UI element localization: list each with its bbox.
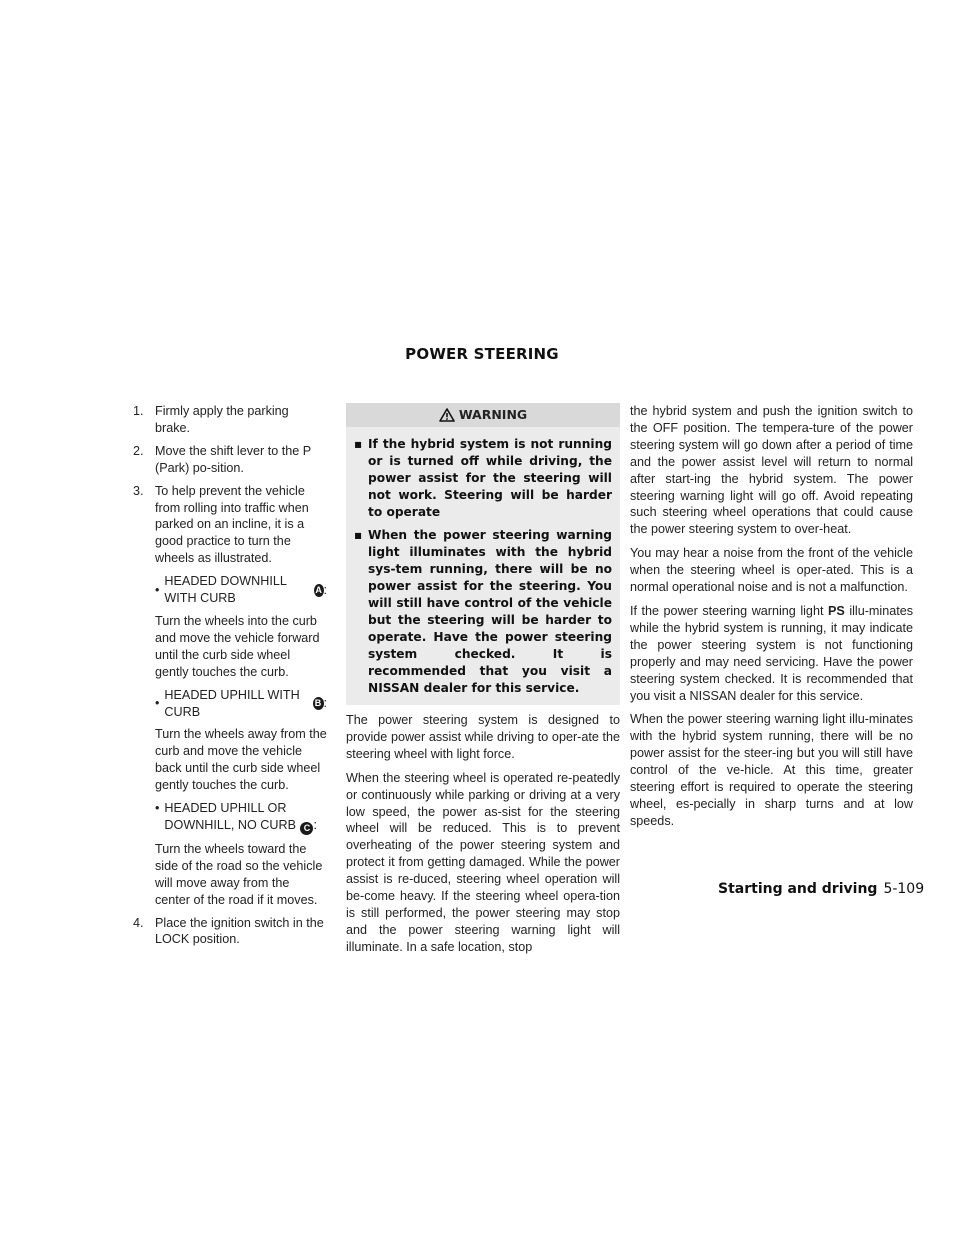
substep-text: Turn the wheels into the curb and move the vehicle forward until the curb side wheel gently touches the curb. bbox=[155, 613, 320, 679]
step-text: Move the shift lever to the P (Park) po-sition. bbox=[155, 443, 311, 475]
step-2 bbox=[133, 443, 327, 477]
substep-uphill-curb bbox=[155, 687, 327, 794]
marker-c-icon: C bbox=[300, 822, 313, 835]
step-4 bbox=[133, 915, 327, 949]
step-text: Place the ignition switch in the LOCK position. bbox=[155, 915, 324, 947]
warning-header bbox=[346, 403, 620, 427]
warning-title: WARNING bbox=[458, 406, 528, 422]
warning-text: If the hybrid system is not running or is turned off while driving, the power assist for the steering will not work. Steering will be harder to operate bbox=[368, 437, 612, 519]
step-number: 1. bbox=[133, 404, 144, 418]
warning-text: When the power steering warning light illuminates with the hybrid sys-tem running, there will be no power assist for the steering. You will still have control of the vehicle but the steering will be harder to operate. Have the power steering system checked. It is recommended that you visit a NISSAN dealer for this service. bbox=[368, 528, 612, 695]
footer-section: Starting and driving bbox=[718, 881, 878, 897]
bullet: ▪ bbox=[354, 437, 363, 451]
marker-b-icon: B bbox=[313, 697, 324, 710]
ps-text-before: If the power steering warning light bbox=[630, 603, 828, 618]
step-3 bbox=[133, 483, 327, 568]
bullet: • bbox=[155, 582, 160, 597]
middle-column bbox=[346, 403, 620, 963]
paragraph: When the power steering warning light illu-minates with the hybrid system running, there will be no power assist for the steer-ing but you will still have control of the ve-hicle. At this time, greater steering effort is required to operate the steering wheel, es-pecially in sharp turns and at low speeds. bbox=[630, 712, 913, 828]
step-text: To help prevent the vehicle from rolling into traffic when parked on an incline, it is a good practice to turn the wheels as illustrated. bbox=[155, 483, 309, 566]
step-number: 4. bbox=[133, 915, 144, 930]
bullet: ▪ bbox=[354, 528, 363, 542]
substep-suffix: : bbox=[313, 817, 317, 832]
substep-label: HEADED UPHILL OR DOWNHILL, NO CURB bbox=[164, 801, 296, 832]
ps-indicator: PS bbox=[827, 603, 845, 618]
substep-text: Turn the wheels toward the side of the road so the vehicle will move away from the center of the road if it moves. bbox=[155, 841, 323, 907]
paragraph: You may hear a noise from the front of the vehicle when the steering wheel is oper-ated. This is a normal operational noise and is not a malfunction. bbox=[630, 546, 913, 595]
page-footer bbox=[718, 881, 924, 897]
step-number: 3. bbox=[133, 483, 144, 498]
paragraph: When the steering wheel is operated re-peatedly or continuously while parking or driving at a very low speed, the power as-sist for the steering wheel will be reduced. This is to prevent overheating of the power steering system and protect it from getting damaged. While the power assist is re-duced, steering wheel operation will be-come heavy. If the steering wheel opera-tion is still performed, the power steering may stop and the power steering warning light will illuminate. In a safe location, stop bbox=[346, 770, 620, 954]
substep-no-curb bbox=[155, 800, 327, 909]
step-1 bbox=[133, 403, 327, 437]
substep-label: HEADED UPHILL WITH CURB bbox=[164, 687, 300, 719]
paragraph: The power steering system is designed to provide power assist while driving to oper-ate the steering wheel with light force. bbox=[346, 713, 620, 761]
right-column bbox=[630, 403, 913, 837]
page-number: 5-109 bbox=[883, 881, 925, 897]
warning-item bbox=[354, 527, 612, 697]
substep-text: Turn the wheels away from the curb and move the vehicle back until the curb side wheel gently touches the curb. bbox=[155, 727, 327, 793]
marker-a-icon: A bbox=[315, 584, 322, 595]
warning-item bbox=[354, 436, 612, 521]
substep-label: HEADED DOWNHILL WITH CURB bbox=[164, 574, 287, 606]
substep-suffix: : bbox=[323, 696, 327, 711]
substep-suffix: : bbox=[323, 582, 327, 597]
ps-text-after: illu-minates while the hybrid system is running, it may indicate the power steering system is not functioning properly and may need servicing. Have the power steering system checked. It is recommended that you visit a NISSAN dealer for this service. bbox=[630, 603, 914, 703]
paragraph: the hybrid system and push the ignition switch to the OFF position. The tempera-ture of the power steering system will go down after a period of time and the power assist level will return to normal after start-ing the hybrid system. The power steering warning light will go off. Avoid repeating such steering wheel operations that could cause the power steering system to over-heat. bbox=[630, 404, 913, 537]
bullet: • bbox=[155, 696, 160, 711]
warning-body bbox=[346, 427, 620, 705]
substep-downhill-curb bbox=[155, 573, 327, 680]
section-title: POWER STEERING bbox=[405, 345, 559, 363]
step-number: 2. bbox=[133, 443, 144, 458]
left-column bbox=[133, 403, 327, 954]
warning-triangle-icon bbox=[439, 408, 455, 422]
step-text: Firmly apply the parking brake. bbox=[155, 404, 289, 435]
warning-box bbox=[346, 403, 620, 705]
ps-paragraph bbox=[630, 603, 913, 704]
bullet: • bbox=[155, 801, 160, 816]
